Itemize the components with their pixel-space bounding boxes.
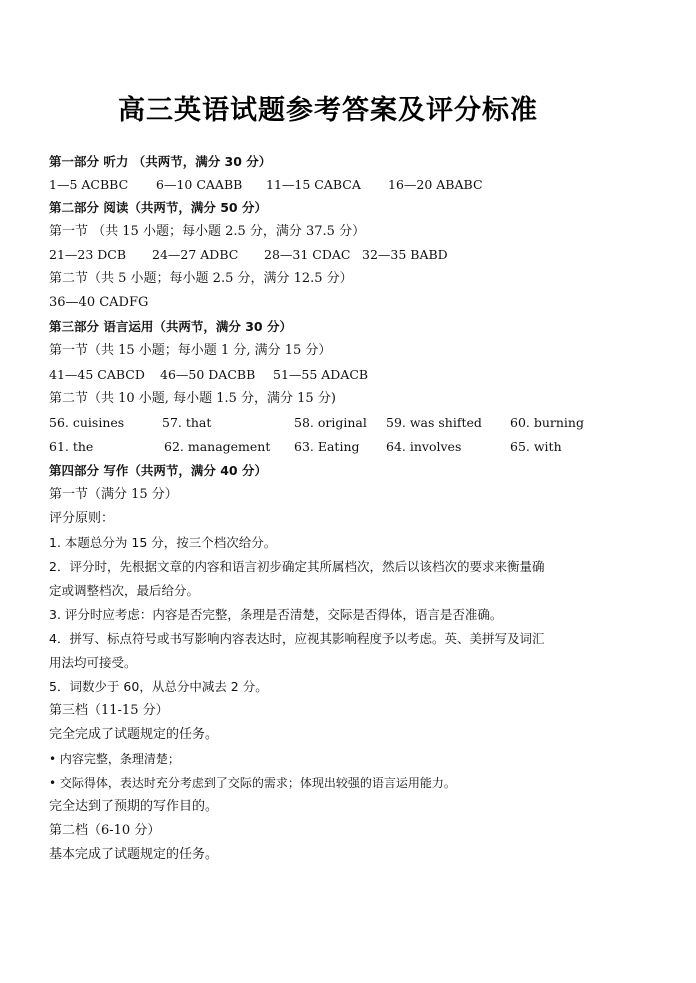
tier3-line2: 完全达到了预期的写作目的。 (49, 799, 219, 814)
fill-answer: 60. burning (510, 415, 584, 430)
tier2-line1: 基本完成了试题规定的任务。 (49, 847, 219, 862)
rule-4-line2: 用法均可接受。 (49, 655, 137, 670)
fill-answer: 58. original (294, 415, 367, 430)
rule-2-line1: 2．评分时，先根据文章的内容和语言初步确定其所属档次，然后以该档次的要求来衡量确 (49, 559, 545, 574)
tier3-heading: 第三档（11-15 分） (49, 703, 169, 718)
part1-answer: 1—5 ACBBC (49, 177, 129, 192)
rule-2-line2: 定或调整档次，最后给分。 (49, 583, 200, 598)
fill-answer: 63. Eating (294, 439, 360, 454)
part3-heading: 第三部分 语言运用（共两节，满分 30 分） (49, 319, 292, 334)
part1-answer: 6—10 CAABB (156, 177, 243, 192)
part3-answer: 51—55 ADACB (273, 367, 369, 382)
page-title: 高三英语试题参考答案及评分标准 (118, 95, 538, 126)
part2-answer: 28—31 CDAC (264, 247, 351, 262)
fill-answer: 59. was shifted (386, 415, 482, 430)
fill-answer: 65. with (510, 439, 562, 454)
part2-heading: 第二部分 阅读（共两节，满分 50 分） (49, 200, 267, 215)
part1-heading: 第一部分 听力 （共两节，满分 30 分） (49, 154, 272, 169)
part2-answer: 24—27 ADBC (152, 247, 239, 262)
tier3-line1: 完全完成了试题规定的任务。 (49, 727, 219, 742)
part3-section1-heading: 第一节（共 15 小题；每小题 1 分, 满分 15 分） (49, 343, 332, 358)
fill-answer: 57. that (162, 415, 212, 430)
part4-section1-heading: 第一节（满分 15 分） (49, 487, 178, 502)
part2-answer: 32—35 BABD (362, 247, 448, 262)
part1-answer: 16—20 ABABC (388, 177, 483, 192)
fill-answer: 61. the (49, 439, 94, 454)
part2-section2-answers: 36—40 CADFG (49, 295, 149, 310)
part3-answer: 46—50 DACBB (160, 367, 256, 382)
part2-answer: 21—23 DCB (49, 247, 127, 262)
part2-section2-heading: 第二节（共 5 小题；每小题 2.5 分，满分 12.5 分） (49, 271, 353, 286)
rule-5: 5．词数少于 60，从总分中减去 2 分。 (49, 679, 268, 694)
tier3-bullet2: • 交际得体，表达时充分考虑到了交际的需求；体现出较强的语言运用能力。 (49, 776, 456, 790)
fill-answer: 64. involves (386, 439, 462, 454)
part4-heading: 第四部分 写作（共两节，满分 40 分） (49, 463, 267, 478)
part3-section2-heading: 第二节（共 10 小题, 每小题 1.5 分，满分 15 分) (49, 391, 336, 406)
fill-answer: 62. management (164, 439, 271, 454)
principles-label: 评分原则： (49, 511, 115, 526)
fill-answer: 56. cuisines (49, 415, 125, 430)
part1-answer: 11—15 CABCA (266, 177, 361, 192)
rule-4-line1: 4．拼写、标点符号或书写影响内容表达时，应视其影响程度予以考虑。英、美拼写及词汇 (49, 631, 545, 646)
part3-answer: 41—45 CABCD (49, 367, 145, 382)
part2-section1-heading: 第一节 （共 15 小题；每小题 2.5 分，满分 37.5 分） (49, 224, 366, 239)
rule-3: 3. 评分时应考虑：内容是否完整，条理是否清楚，交际是否得体，语言是否准确。 (49, 607, 503, 622)
rule-1: 1. 本题总分为 15 分，按三个档次给分。 (49, 535, 277, 550)
tier2-heading: 第二档（6-10 分） (49, 823, 161, 838)
tier3-bullet1: • 内容完整，条理清楚； (49, 752, 180, 766)
